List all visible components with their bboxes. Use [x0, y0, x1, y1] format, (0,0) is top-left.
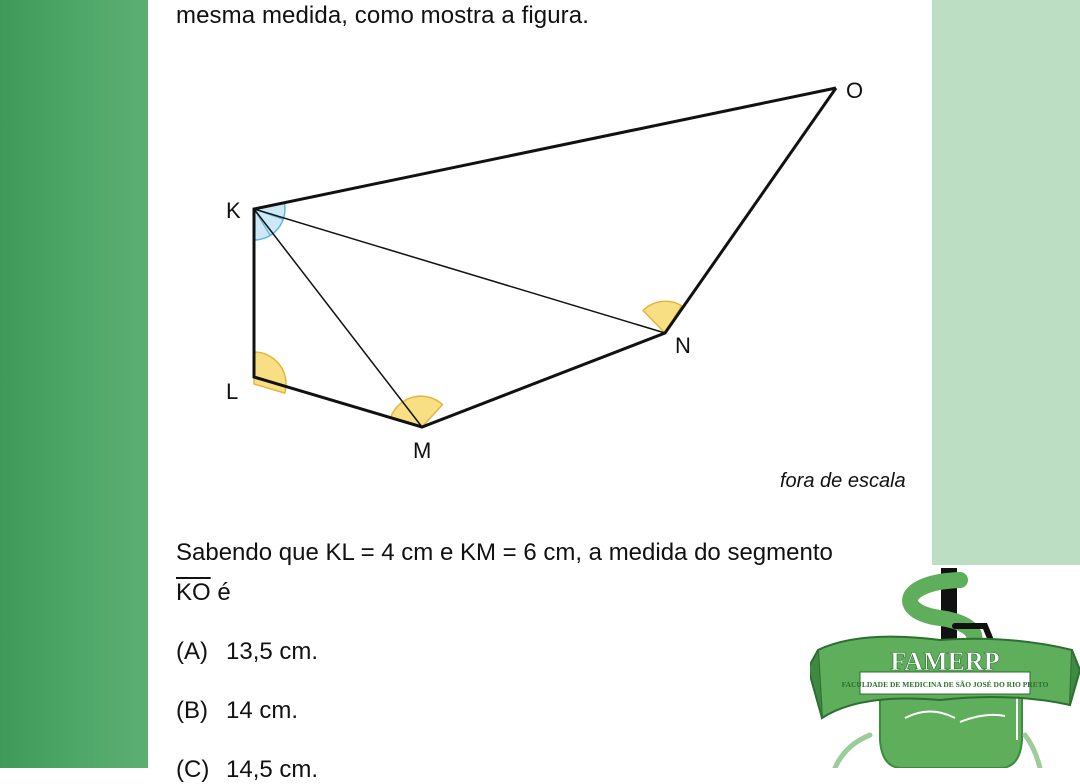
- logo-name: FAMERP: [890, 647, 1000, 676]
- option-letter: (A): [176, 638, 208, 665]
- segment-ko-label: $\overline{KO}$: [176, 579, 211, 606]
- option-a[interactable]: [176, 638, 318, 666]
- shield-icon: [880, 688, 1022, 768]
- option-text: 14,5 cm.: [226, 756, 319, 783]
- logo-subtitle: FACULDADE DE MEDICINA DE SÃO JOSÉ DO RIO PRETO: [841, 680, 1049, 689]
- vertex-label-l: L: [226, 379, 239, 404]
- scale-note: fora de escala: [780, 470, 906, 492]
- famerp-logo: [810, 560, 1080, 768]
- vertex-label-o: O: [846, 78, 864, 103]
- question-intro-text: mesma medida, como mostra a figura.: [176, 2, 589, 29]
- option-text: 13,5 cm.: [226, 638, 319, 665]
- right-decorative-band: [932, 0, 1080, 565]
- vertex-label-n: N: [675, 333, 691, 358]
- statement-tail: é: [210, 579, 231, 606]
- statement-text: Sabendo que KL = 4 cm e KM = 6 cm, a medida do segmento: [176, 539, 833, 566]
- option-b[interactable]: [176, 697, 298, 725]
- left-decorative-band: [0, 0, 148, 768]
- vertex-label-m: M: [413, 438, 432, 463]
- option-letter: (C): [176, 756, 210, 783]
- option-text: 14 cm.: [226, 697, 299, 724]
- option-letter: (B): [176, 697, 208, 724]
- option-c[interactable]: [176, 756, 318, 784]
- vertex-label-k: K: [226, 198, 241, 223]
